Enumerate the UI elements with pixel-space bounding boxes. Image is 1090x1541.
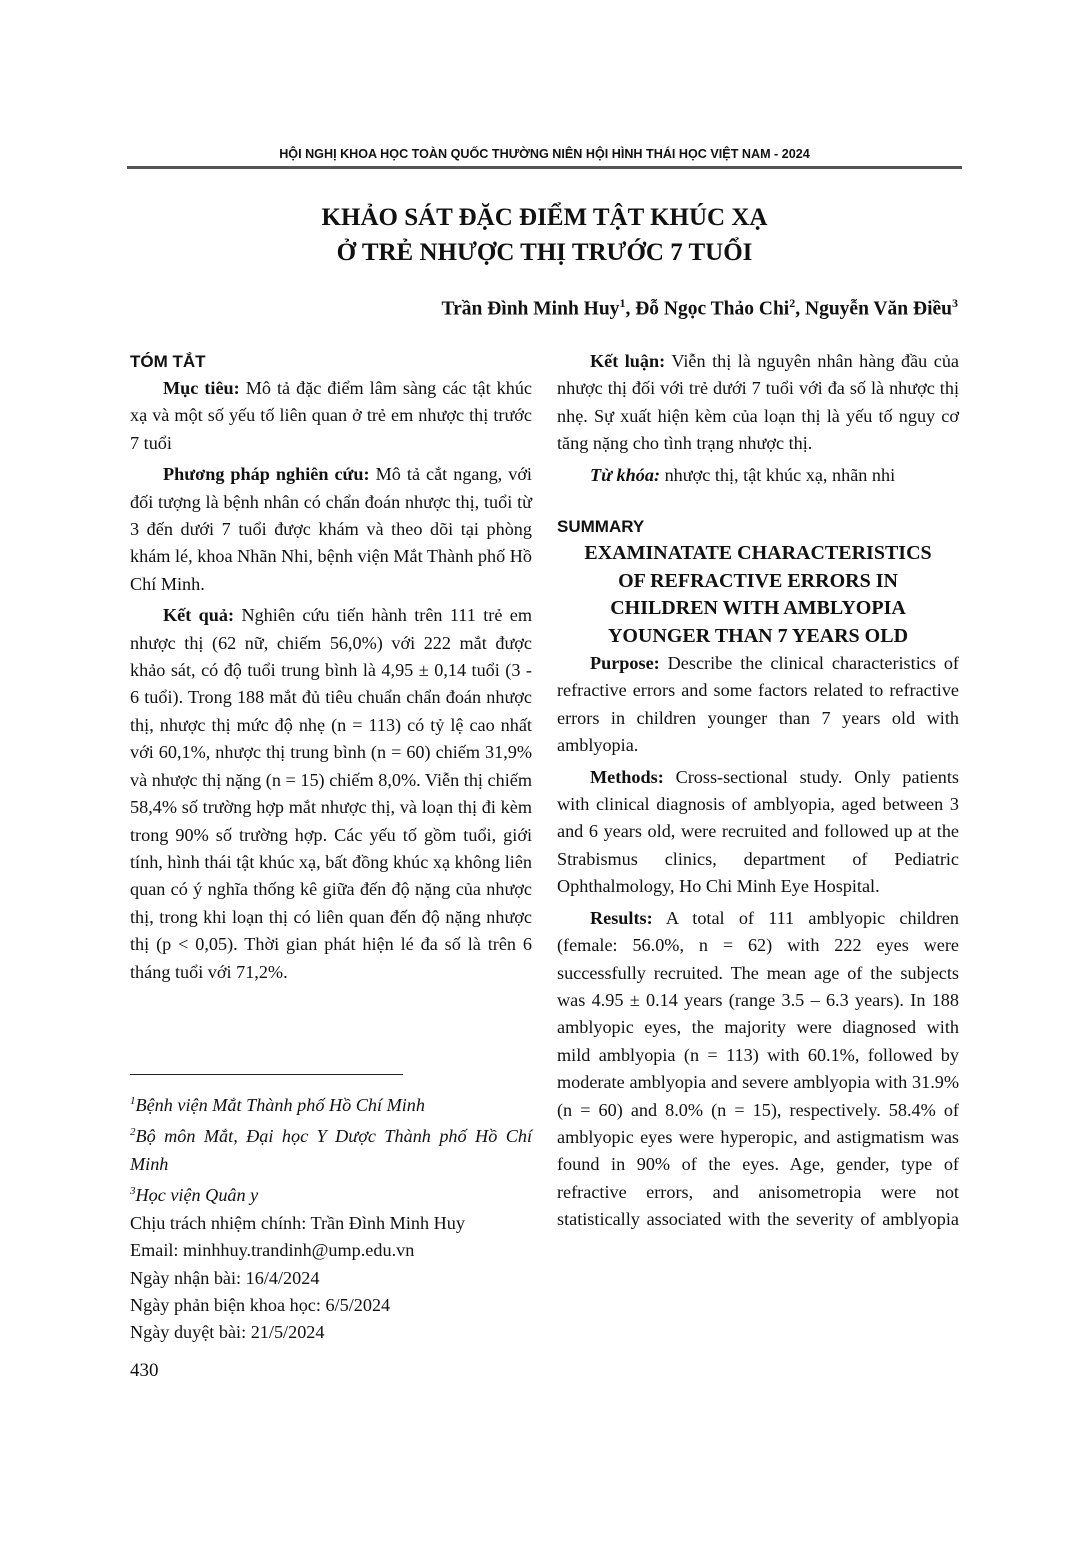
text: Mô tả cắt ngang, với đối tượng là bệnh nhân có chẩn đoán nhược thị, tuổi từ 3 đến dưới 7 tuổi được khám và theo dõi tại phòng khám lé, khoa Nhãn Nhi, bệnh viện Mắt Thành phố Hồ Chí Minh. (130, 464, 532, 594)
en-title-line: EXAMINATATE CHARACTERISTICS (584, 542, 932, 565)
label: Mục tiêu: (163, 378, 240, 398)
affiliation (130, 1119, 532, 1178)
author-sep: , (795, 298, 805, 320)
text: Nghiên cứu tiến hành trên 111 trẻ em nhược thị (62 nữ, chiếm 56,0%) với 222 mắt được khảo sát, có độ tuổi trung bình là 4,95 ± 0,14 tuổi (3 - 6 tuổi). Trong 188 mắt đủ tiêu chuẩn chẩn đoán nhược thị, nhược thị mức độ nhẹ (n = 113) có tỷ lệ cao nhất với 60,1%, nhược thị trung bình (n = 60) chiếm 31,9% và nhược thị nặng (n = 15) chiếm 8,0%. Viễn thị chiếm 58,4% số trường hợp mắt nhược thị, và loạn thị đi kèm trong 90% số trường hợp. Các yếu tố gồm tuổi, giới tính, hình thái tật khúc xạ, bất đồng khúc xạ không liên quan có ý nghĩa thống kê giữa đến độ nặng của nhược thị, trong khi loạn thị có liên quan đến độ nặng nhược thị (p < 0,05). Thời gian phát hiện lé đa số là trên 6 tháng tuổi với 71,2%. (130, 605, 533, 982)
affil-text: Học viện Quân y (135, 1185, 259, 1206)
title-line-2: Ở TRẺ NHƯỢC THỊ TRƯỚC 7 TUỔI (336, 239, 753, 266)
text: A total of 111 amblyopic children (female: 56.0%, n = 62) with 222 eyes were successfully recruited. The mean age of the subjects was 4.95 ± 0.14 years (range 3.5 – 6.3 years). In 188 amblyopic eyes, the majority were diagnosed with mild amblyopia (n = 113) with 60.1%, followed by moderate amblyopia and severe amblyopia with 31.9% (n = 60) and 8.0% (n = 15), respectively. 58.4% of amblyopic eyes were hyperopic, and astigmatism was found in 90% of the eyes. Age, gender, type of refractive errors, and anisometropia were not statistically associated with the severity of amblyopia (557, 907, 959, 1230)
affiliation (130, 1088, 532, 1119)
author-sep: , (625, 298, 636, 320)
en-methods (557, 764, 959, 901)
vi-keywords (557, 462, 959, 489)
vi-objective (130, 375, 532, 457)
affil-num: 2 (130, 1126, 136, 1139)
label: Phương pháp nghiên cứu: (163, 464, 370, 485)
label: Từ khóa: (590, 464, 661, 485)
header-rule (127, 166, 962, 169)
text: Cross-sectional study. Only patients with clinical diagnosis of amblyopia, aged between 3 and 6 years old, were recruited and followed up at the Strabismus clinics, department of Pediatric Ophthalmology, Ho Chi Minh Eye Hospital. (557, 766, 959, 897)
review-date: Ngày phản biện khoa học: 6/5/2024 (130, 1295, 391, 1316)
accepted-date: Ngày duyệt bài: 21/5/2024 (130, 1322, 325, 1343)
label: Results: (590, 907, 653, 928)
en-abstract-heading: SUMMARY (557, 517, 645, 537)
vi-methods (130, 461, 532, 598)
en-purpose (557, 650, 959, 760)
label: Methods: (590, 766, 664, 787)
en-results (557, 905, 959, 1234)
footnote-rule (130, 1074, 403, 1075)
paper-title (127, 200, 962, 270)
text: nhược thị, tật khúc xạ, nhãn nhi (660, 464, 896, 485)
author-name: Đỗ Ngọc Thảo Chi (635, 298, 790, 320)
label: Purpose: (590, 653, 660, 674)
vi-abstract-heading: TÓM TẮT (130, 352, 206, 371)
right-column (557, 348, 959, 1234)
author-affil: 3 (952, 296, 958, 310)
en-title (557, 540, 959, 650)
footnotes (130, 1088, 532, 1347)
author-name: Nguyễn Văn Điều (804, 298, 952, 320)
text: Mô tả đặc điểm lâm sàng các tật khúc xạ và một số yếu tố liên quan ở trẻ em nhược thị trước 7 tuổi (130, 378, 532, 453)
affil-num: 1 (130, 1095, 136, 1107)
author-list (442, 296, 958, 321)
en-title-line: YOUNGER THAN 7 YEARS OLD (607, 624, 909, 647)
label: Kết luận: (590, 351, 666, 371)
en-title-line: OF REFRACTIVE ERRORS IN (618, 569, 898, 592)
left-column (130, 348, 532, 986)
affil-num: 3 (130, 1185, 136, 1198)
vi-results (130, 602, 532, 986)
author-name: Trần Đình Minh Huy (441, 298, 620, 320)
running-head: HỘI NGHỊ KHOA HỌC TOÀN QUỐC THƯỜNG NIÊN HỘI HÌNH THÁI HỌC VIỆT NAM - 2024 (279, 147, 810, 161)
affil-text: Bộ môn Mắt, Đại học Y Dược Thành phố Hồ Chí Minh (130, 1126, 532, 1174)
received-date: Ngày nhận bài: 16/4/2024 (130, 1267, 320, 1288)
title-line-1: KHẢO SÁT ĐẶC ĐIỂM TẬT KHÚC XẠ (321, 204, 768, 231)
author-affil: 1 (619, 296, 626, 310)
page-number: 430 (130, 1360, 159, 1381)
corresponding-author: Chịu trách nhiệm chính: Trần Đình Minh Huy (130, 1212, 465, 1233)
author-affil: 2 (789, 296, 796, 310)
affil-text: Bệnh viện Mắt Thành phố Hồ Chí Minh (135, 1095, 425, 1116)
vi-conclusion (557, 348, 959, 458)
email: Email: minhhuy.trandinh@ump.edu.vn (130, 1240, 415, 1261)
label: Kết quả: (163, 605, 235, 626)
text: Describe the clinical characteristics of refractive errors and some factors related to refractive errors in children younger than 7 years old with amblyopia. (557, 653, 959, 756)
text: Viễn thị là nguyên nhân hàng đầu của nhược thị đối với trẻ dưới 7 tuổi với đa số là nhược thị nhẹ. Sự xuất hiện kèm của loạn thị là yếu tố nguy cơ tăng nặng cho tình trạng nhược thị. (557, 351, 959, 454)
affiliation (130, 1178, 532, 1209)
en-title-line: CHILDREN WITH AMBLYOPIA (610, 597, 906, 620)
